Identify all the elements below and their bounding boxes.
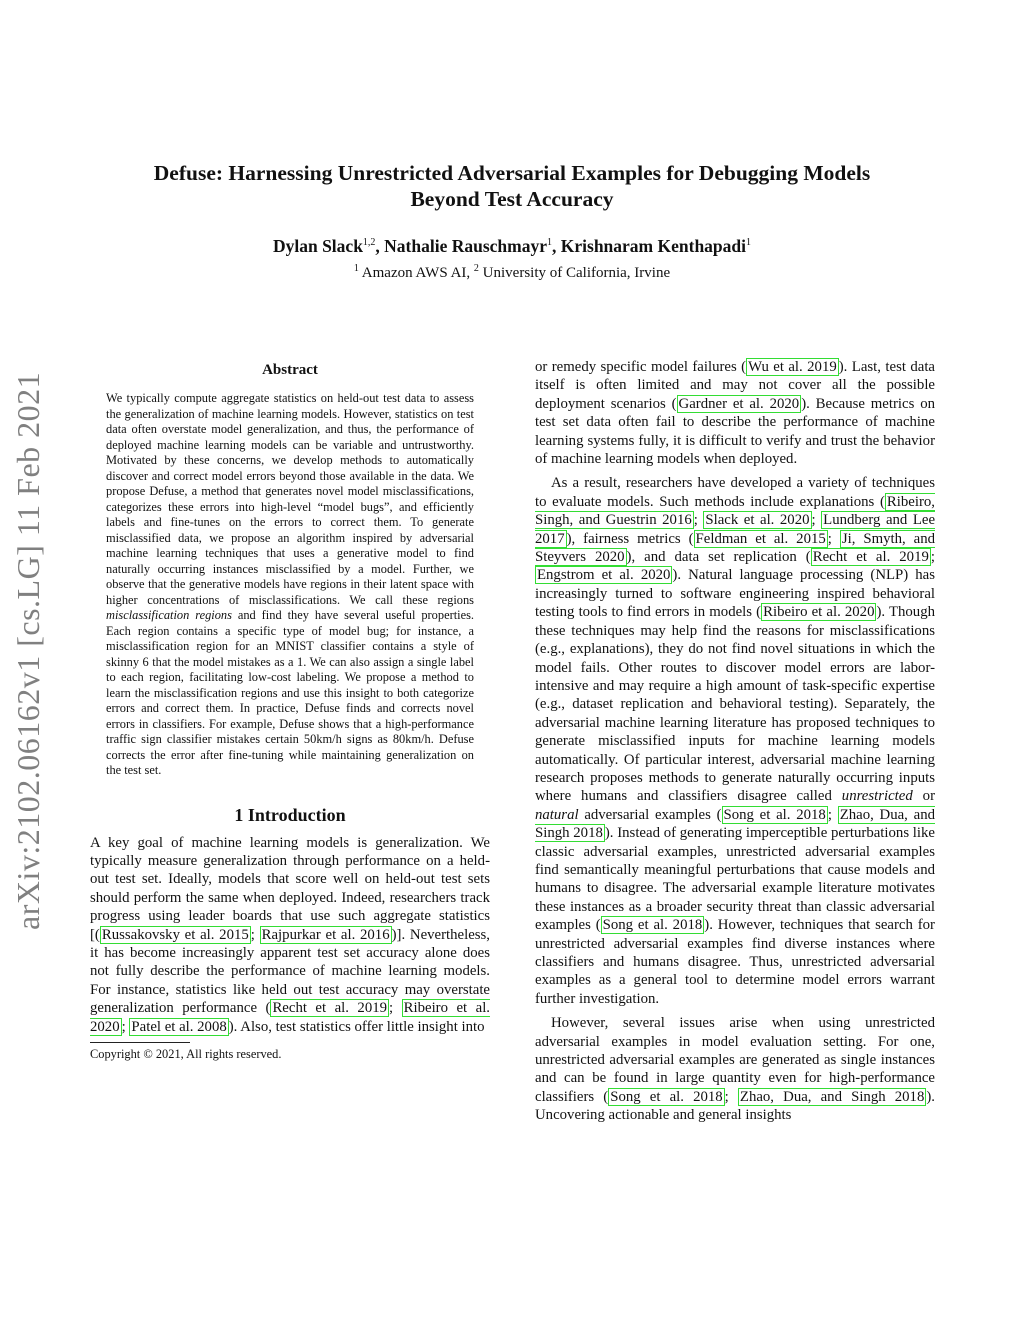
author-list [90,236,934,257]
text-run: ). Though these techniques may help find the reasons for misclassifications (e.g., explanations), they do not find novel situations in which the model fails. Other routes to discover model errors are labor-intensive and may require a high amount of task-specific expertise (e.g., dataset replication and behavioral testing). Separately, the adversarial machine learning literature has proposed techniques to generate misclassified inputs for machine learning models automatically. Of particular interest, adversarial machine learning research proposes methods to generate naturally occurring inputs where humans and classifiers disagree called [535,604,935,805]
citation-link[interactable]: Russakovsky et al. 2015 [101,926,249,943]
citation-link[interactable]: Ji, Smyth, and Steyvers 2020 [535,530,935,566]
text-run: ). Because metrics on test set data often fail to describe the performance of machine learning systems fully, it is difficult to verify and trust the behavior of machine learning models when deployed. [535,395,935,468]
citation-link[interactable]: Recht et al. 2019 [812,549,929,566]
citation-link[interactable]: Recht et al. 2019 [272,1000,388,1017]
citation-link[interactable]: Lundberg and Lee 2017 [535,512,936,547]
right-column [535,358,935,1125]
text-run: or [912,788,936,805]
text-run: ; [811,512,822,529]
paper-title [90,160,934,212]
citation-link[interactable]: Ribeiro, Singh, and Guestrin 2016 [535,493,935,529]
citation-link[interactable]: Zhao, Dua, and Singh 2018 [535,806,935,842]
abstract-heading: Abstract [262,362,318,378]
citation-link[interactable]: Zhao, Dua, and Singh 2018 [739,1088,925,1105]
affiliation-mark: 1 [353,263,359,274]
emphasized-term: unrestricted [841,788,913,805]
citation-link[interactable]: Feldman et al. 2015 [695,530,826,547]
text-run: ; [930,549,935,566]
citation-link[interactable]: Song et al. 2018 [723,806,826,823]
footnote-divider [90,1042,190,1043]
abstract-emphasis: misclassification regions [106,608,232,622]
text-run: ). However, techniques that search for unrestricted adversarial examples find diverse instances where classifiers and humans disagree. Thus, unrestricted adversarial examples as a general tool to determine model errors warrant further investigation. [535,917,935,1007]
emphasized-term: natural [535,806,579,823]
text-run: ). Also, test statistics offer little insight into [228,1018,485,1035]
text-run: ; [827,530,840,547]
section-heading-introduction: 1 Introduction [234,804,346,825]
abstract-text [106,391,474,779]
text-run: ; [121,1018,130,1035]
text-run: ), and data set replication ( [626,549,811,566]
citation-link[interactable]: Song et al. 2018 [610,1088,723,1105]
abstract-text-part: and find they have several useful properties. Each region contains a specific type of model bug; for instance, a misclassification region for an MNIST classifier contains a style of skinny 6 that the model mistakes as a 1. We can also assign a single label to each region, facilitating low-cost labeling. We propose a method to learn the misclassification regions and use this insight to both categorize errors and correct them. In practice, Defuse finds and corrects novel errors in classifiers. For example, Defuse shows that a high-performance traffic sign classifier mistakes certain 50km/h signs as 80km/h. Defuse corrects the error after fine-tuning while maintaining generalization on the test set. [106,608,474,777]
text-run: ). Uncovering actionable and general insights [535,1088,935,1124]
text-run: ; [827,806,838,823]
body-paragraph [535,358,935,468]
arxiv-identifier-stamp: arXiv:2102.06162v1 [cs.LG] 11 Feb 2021 [10,371,46,930]
author-affiliation-mark: 1,2 [362,237,376,249]
citation-link[interactable]: Ribeiro et al. 2020 [763,604,875,621]
paper-title-line-1: Defuse: Harnessing Unrestricted Adversarial Examples for Debugging Models [153,161,871,185]
text-run: ). Last, test data itself is often limited and may not cover all the possible deployment scenarios ( [535,359,935,412]
author-name: Dylan Slack [272,236,363,256]
paper-title-line-2: Beyond Test Accuracy [410,187,614,211]
text-run: ), fairness metrics ( [566,530,694,547]
text-run: ). Instead of generating imperceptible perturbations like classic adversarial examples, unrestricted adversarial examples find semantically meaningful perturbations that cause models and humans to disagree. The adversarial example literature motivates these instances as a broader security threat than classic adversarial examples ( [535,825,935,934]
affiliation-name: University of California, Irvine [482,265,671,281]
author-separator: , [375,236,385,256]
citation-link[interactable]: Rajpurkar et al. 2016 [261,926,390,943]
text-run: ; [693,512,704,529]
citation-link[interactable]: Slack et al. 2020 [705,512,810,529]
text-run: ; [724,1088,738,1105]
author-affiliation-mark: 1 [547,237,553,249]
citation-link[interactable]: Song et al. 2018 [602,917,703,934]
affiliation-name: Amazon AWS AI [361,265,467,281]
author-name: Nathalie Rauschmayr [384,236,548,256]
citation-link[interactable]: Patel et al. 2008 [131,1018,227,1035]
affiliation-separator: , [466,265,474,281]
text-run: adversarial examples ( [578,806,722,823]
citation-link[interactable]: Ribeiro et al. 2020 [90,1000,491,1035]
citation-link[interactable]: Engstrom et al. 2020 [537,567,671,584]
affiliation-mark: 2 [473,263,479,274]
body-paragraph [535,1014,935,1124]
affiliations [90,263,934,282]
body-paragraph [535,474,935,1008]
text-run: or remedy specific model failures ( [535,359,747,375]
text-run: ; [250,926,260,943]
abstract-text-part: We typically compute aggregate statistics on held-out test data to assess the generalization of machine learning models. However, statistics on test data often overstate model generalization, and thus, the performance of deployed machine learning models can be variable and untrustworthy. Motivated by these concerns, we develop methods to automatically discover and correct model errors beyond those available in the data. We propose Defuse, a method that generates novel model misclassifications, categorizes these errors into high-level “model bugs”, and efficiently labels and fine-tunes on the errors to correct them. To generate misclassified data, we propose an algorithm inspired by adversarial machine learning techniques that uses a generative model to find naturally occurring instances misclassified by a model. Further, we observe that the generative models have regions in their latent space with higher concentrations of misclassifications. We call these regions [106,391,474,607]
text-run: A key goal of machine learning models is generalization. We typically measure generalization through performance on a held-out test set. Ideally, models that score well on held-out test sets should perform the same when deployed. Indeed, researchers track progress using leader boards that use such aggregate statistics [( [90,834,490,943]
text-run: ; [389,1000,402,1017]
text-run: ). Natural language processing (NLP) has increasingly turned to software engineering inspired behavioral testing tools to find errors in models ( [535,567,936,621]
left-column [90,362,490,1062]
citation-link[interactable]: Gardner et al. 2020 [678,395,800,412]
intro-paragraph [90,834,490,1036]
author-name: Krishnaram Kenthapadi [560,236,747,256]
citation-link[interactable]: Wu et al. 2019 [748,359,837,375]
copyright-footnote: Copyright © 2021, All rights reserved. [90,1046,282,1061]
author-affiliation-mark: 1 [746,237,752,249]
author-separator: , [552,236,561,256]
text-run: As a result, researchers have developed a variety of techniques to evaluate models. Such methods include explanations ( [535,475,935,510]
text-run: However, several issues arise when using unrestricted adversarial examples in model evaluation setting. For one, unrestricted adversarial examples are generated as single instances and can be found in large quantity even for high-performance classifiers ( [535,1015,935,1105]
text-run: )]. Nevertheless, it has become increasingly apparent test set accuracy alone does not fully describe the performance of machine learning models. For instance, statistics like held out test accuracy may overstate generalization performance ( [90,926,491,1017]
